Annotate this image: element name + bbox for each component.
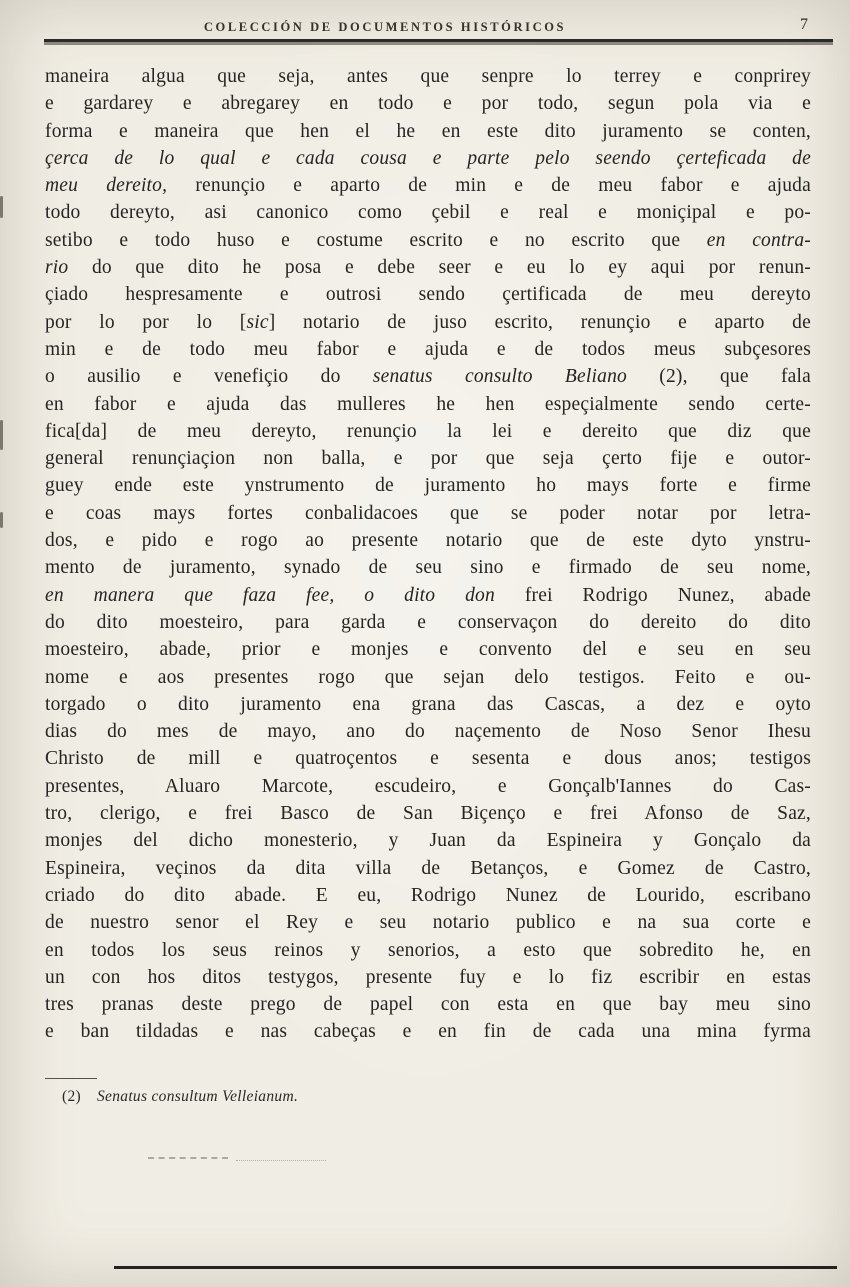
footnote-rule [45, 1078, 97, 1079]
text-segment: e gardarey e abregarey en todo e por todo, segun pola via e [45, 93, 811, 115]
text-line [45, 718, 811, 745]
text-line [45, 418, 811, 445]
text-line [45, 554, 811, 581]
text-line [45, 472, 811, 499]
text-segment: dos, e pido e rogo ao presente notario que de este dyto ynstru- [45, 530, 811, 552]
text-line [45, 664, 811, 691]
text-segment: Christo de mill e quatroçentos e sesenta e dous anos; testigos [45, 748, 811, 770]
text-segment: frei Rodrigo Nunez, abade [494, 584, 811, 606]
text-segment: un con hos ditos testygos, presente fuy e lo fiz escribir en estas [45, 966, 811, 988]
text-segment-italic: en contra- [706, 229, 812, 251]
text-segment-italic: Senatus consultum Velleianum. [96, 1088, 299, 1105]
text-segment: do dito moesteiro, para garda e conservaçon do dereito do dito [45, 611, 811, 633]
text-segment: criado do dito abade. E eu, Rodrigo Nunez de Lourido, escribano [45, 884, 811, 906]
text-segment: nome e aos presentes rogo que sejan delo testigos. Feito e ou- [45, 666, 811, 688]
footnote-text [97, 1088, 298, 1105]
text-segment: maneira algua que seja, antes que senpre lo terrey e conprirey [45, 66, 811, 87]
running-title: COLECCIÓN DE DOCUMENTOS HISTÓRICOS [203, 20, 567, 34]
text-line [45, 254, 811, 281]
text-line [45, 800, 811, 827]
text-line [45, 609, 811, 636]
text-segment: tres pranas deste prego de papel con esta en que bay meu sino [45, 994, 811, 1016]
text-segment: de nuestro senor el Rey e seu notario publico e na sua corte e [45, 912, 811, 934]
text-segment: en todos los seus reinos y senorios, a esto que sobredito he, en [45, 939, 811, 961]
scan-artifact-dots [236, 1160, 326, 1161]
text-segment: do que dito he posa e debe seer e eu lo ey aqui por renun- [68, 257, 811, 279]
text-segment-italic: en manera que faza fee, o dito don [45, 584, 495, 606]
text-segment: dias do mes de mayo, ano do naçemento de Noso Senor Ihesu [45, 721, 811, 743]
text-line [45, 281, 811, 308]
text-segment: renunçio e aparto de min e de meu fabor e ajuda [167, 175, 811, 197]
text-segment-italic: rio [45, 257, 69, 279]
text-segment: e coas mays fortes conbalidacoes que se poder notar por letra- [45, 502, 811, 524]
text-line [45, 855, 811, 882]
footnote-marker: (2) [62, 1088, 81, 1105]
text-line [45, 882, 811, 909]
text-segment: min e de todo meu fabor e ajuda e de todos meus subçesores [45, 338, 811, 360]
scan-speck [0, 196, 3, 218]
scan-speck [0, 512, 3, 528]
text-segment: fica[da] de meu dereyto, renunçio la lei e dereito que diz que [45, 420, 811, 442]
text-segment: forma e maneira que hen el he en este dito juramento se conten, [45, 120, 811, 142]
text-segment-italic: sic [246, 311, 269, 333]
body-lines [45, 63, 811, 1046]
text-segment-italic: meu dereito, [45, 175, 168, 197]
text-line [45, 336, 811, 363]
text-line [45, 909, 811, 936]
text-segment: çiado hespresamente e outrosi sendo çertificada de meu dereyto [45, 284, 811, 306]
text-line [45, 90, 811, 117]
page-number: 7 [800, 16, 808, 33]
text-line [45, 118, 811, 145]
text-segment: Espineira, veçinos da dita villa de Betanços, e Gomez de Castro, [45, 857, 811, 879]
text-line [45, 527, 811, 554]
text-segment: guey ende este ynstrumento de juramento ho mays forte e firme [45, 475, 811, 497]
text-segment: ] notario de juso escrito, renunçio e aparto de [268, 311, 811, 333]
text-line [45, 363, 811, 390]
text-segment: general renunçiaçion non balla, e por que seja çerto fije e outor- [45, 448, 811, 470]
text-line [45, 145, 811, 172]
text-line [45, 691, 811, 718]
text-segment: torgado o dito juramento ena grana das Cascas, a dez e oyto [45, 693, 811, 715]
text-segment-italic: çerca de lo qual e cada cousa e parte pelo seendo çerteficada de [45, 147, 811, 169]
text-line [45, 445, 811, 472]
text-line [45, 391, 811, 418]
text-segment: todo dereyto, asi canonico como çebil e real e moniçipal e po- [45, 202, 811, 224]
scan-artifact-dashes [148, 1157, 228, 1159]
text-line [45, 1018, 811, 1045]
text-line [45, 227, 811, 254]
text-segment: moesteiro, abade, prior e monjes e convento del e seu en seu [45, 639, 811, 661]
text-segment-italic: senatus consulto Beliano [372, 366, 627, 388]
text-line [45, 745, 811, 772]
text-segment: (2), que fala [627, 366, 812, 388]
text-line [45, 199, 811, 226]
text-segment: por lo por lo [ [45, 311, 247, 333]
text-line [45, 937, 811, 964]
text-segment: setibo e todo huso e costume escrito e no escrito que [45, 229, 707, 251]
text-line [45, 773, 811, 800]
text-line [45, 63, 811, 90]
footnote [62, 1088, 298, 1106]
scan-speck [0, 420, 3, 450]
text-line [45, 500, 811, 527]
text-segment: monjes del dicho monesterio, y Juan da Espineira y Gonçalo da [45, 830, 811, 852]
text-segment: presentes, Aluaro Marcote, escudeiro, e Gonçalb'Iannes do Cas- [45, 775, 811, 797]
header-rule [44, 39, 833, 42]
text-segment: e ban tildadas e nas cabeças e en fin de cada una mina fyrma [45, 1021, 811, 1043]
text-segment: o ausilio e venefiçio do [45, 366, 373, 388]
text-line [45, 636, 811, 663]
text-line [45, 172, 811, 199]
text-line [45, 309, 811, 336]
text-segment: en fabor e ajuda das mulleres he hen espeçialmente sendo certe- [45, 393, 811, 415]
text-segment: tro, clerigo, e frei Basco de San Biçenço e frei Afonso de Saz, [45, 803, 811, 825]
text-line [45, 582, 811, 609]
text-segment: mento de juramento, synado de seu sino e firmado de seu nome, [45, 557, 811, 579]
scan-artifact-line [114, 1266, 837, 1269]
text-line [45, 964, 811, 991]
text-line [45, 991, 811, 1018]
text-line [45, 827, 811, 854]
